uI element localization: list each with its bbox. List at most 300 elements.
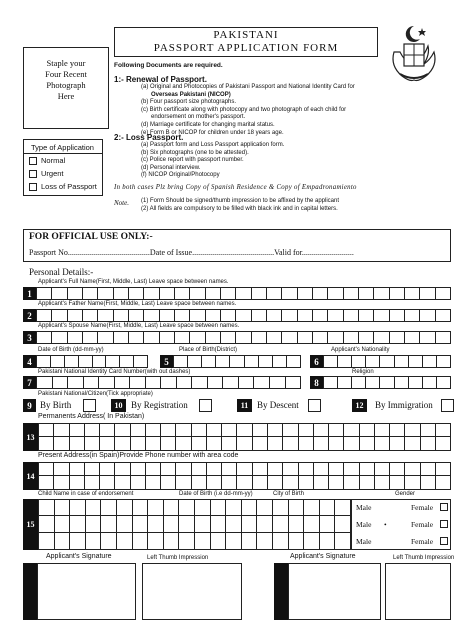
grid-cell[interactable] — [68, 332, 83, 343]
grid-cell[interactable] — [359, 288, 374, 299]
grid-cell[interactable] — [436, 437, 451, 450]
grid-cell[interactable] — [115, 437, 130, 450]
nic-cells[interactable] — [36, 376, 301, 389]
present-address-row-1[interactable] — [38, 462, 451, 476]
loss-checkbox[interactable] — [29, 183, 37, 191]
grid-cell[interactable] — [176, 476, 191, 489]
grid-cell[interactable] — [101, 533, 117, 549]
grid-cell[interactable] — [380, 377, 394, 388]
grid-cell[interactable] — [68, 288, 83, 299]
grid-cell[interactable] — [221, 332, 236, 343]
grid-cell[interactable] — [114, 288, 129, 299]
grid-cell[interactable] — [390, 437, 405, 450]
grid-cell[interactable] — [221, 288, 236, 299]
grid-cell[interactable] — [179, 500, 195, 515]
grid-cell[interactable] — [39, 463, 54, 475]
grid-cell[interactable] — [130, 377, 146, 388]
grid-cell[interactable] — [226, 533, 242, 549]
grid-cell[interactable] — [70, 516, 86, 532]
grid-cell[interactable] — [160, 332, 175, 343]
grid-cell[interactable] — [70, 424, 85, 436]
grid-cell[interactable] — [299, 476, 314, 489]
grid-cell[interactable] — [375, 424, 390, 436]
grid-cell[interactable] — [344, 463, 359, 475]
grid-cell[interactable] — [174, 356, 188, 367]
grid-cell[interactable] — [320, 533, 336, 549]
grid-cell[interactable] — [390, 476, 405, 489]
grid-cell[interactable] — [226, 500, 242, 515]
grid-cell[interactable] — [328, 288, 343, 299]
grid-cell[interactable] — [257, 500, 273, 515]
grid-cell[interactable] — [253, 476, 268, 489]
grid-cell[interactable] — [37, 332, 52, 343]
grid-cell[interactable] — [273, 356, 287, 367]
by-descent-checkbox[interactable] — [308, 399, 321, 412]
grid-cell[interactable] — [83, 310, 98, 321]
option-loss[interactable] — [29, 182, 97, 191]
grid-cell[interactable] — [146, 476, 161, 489]
grid-cell[interactable] — [405, 463, 420, 475]
grid-cell[interactable] — [39, 516, 55, 532]
grid-cell[interactable] — [283, 437, 298, 450]
grid-cell[interactable] — [100, 437, 115, 450]
grid-cell[interactable] — [436, 476, 451, 489]
grid-cell[interactable] — [179, 533, 195, 549]
grid-cell[interactable] — [70, 500, 86, 515]
grid-cell[interactable] — [85, 463, 100, 475]
grid-cell[interactable] — [390, 310, 405, 321]
grid-cell[interactable] — [131, 424, 146, 436]
grid-cell[interactable] — [51, 356, 65, 367]
grid-cell[interactable] — [366, 377, 380, 388]
grid-cell[interactable] — [320, 500, 336, 515]
grid-cell[interactable] — [206, 288, 221, 299]
grid-cell[interactable] — [86, 516, 102, 532]
grid-cell[interactable] — [237, 437, 252, 450]
grid-cell[interactable] — [52, 288, 67, 299]
grid-cell[interactable] — [329, 476, 344, 489]
grid-cell[interactable] — [211, 500, 227, 515]
grid-cell[interactable] — [39, 476, 54, 489]
grid-cell[interactable] — [54, 476, 69, 489]
grid-cell[interactable] — [259, 356, 273, 367]
grid-cell[interactable] — [115, 463, 130, 475]
grid-cell[interactable] — [161, 463, 176, 475]
grid-cell[interactable] — [298, 288, 313, 299]
child-row-2[interactable] — [38, 516, 351, 533]
grid-cell[interactable] — [161, 437, 176, 450]
grid-cell[interactable] — [236, 288, 251, 299]
grid-cell[interactable] — [390, 332, 405, 343]
grid-cell[interactable] — [344, 288, 359, 299]
grid-cell[interactable] — [237, 476, 252, 489]
grid-cell[interactable] — [164, 516, 180, 532]
grid-cell[interactable] — [176, 437, 191, 450]
grid-cell[interactable] — [405, 310, 420, 321]
grid-cell[interactable] — [421, 476, 436, 489]
grid-cell[interactable] — [175, 310, 190, 321]
grid-cell[interactable] — [37, 310, 52, 321]
grid-cell[interactable] — [192, 424, 207, 436]
grid-cell[interactable] — [335, 500, 351, 515]
grid-cell[interactable] — [242, 500, 258, 515]
grid-cell[interactable] — [85, 437, 100, 450]
grid-cell[interactable] — [374, 332, 389, 343]
grid-cell[interactable] — [206, 310, 221, 321]
grid-cell[interactable] — [100, 424, 115, 436]
grid-cell[interactable] — [405, 437, 420, 450]
grid-cell[interactable] — [282, 310, 297, 321]
grid-cell[interactable] — [420, 310, 435, 321]
grid-cell[interactable] — [420, 332, 435, 343]
grid-cell[interactable] — [131, 476, 146, 489]
grid-cell[interactable] — [208, 377, 224, 388]
grid-cell[interactable] — [421, 463, 436, 475]
grid-cell[interactable] — [237, 424, 252, 436]
grid-cell[interactable] — [283, 424, 298, 436]
grid-cell[interactable] — [146, 437, 161, 450]
grid-cell[interactable] — [106, 356, 120, 367]
grid-cell[interactable] — [39, 500, 55, 515]
grid-cell[interactable] — [115, 424, 130, 436]
grid-cell[interactable] — [299, 463, 314, 475]
grid-cell[interactable] — [192, 463, 207, 475]
grid-cell[interactable] — [114, 332, 129, 343]
full-name-cells[interactable] — [36, 287, 451, 300]
grid-cell[interactable] — [39, 424, 54, 436]
grid-cell[interactable] — [37, 356, 51, 367]
grid-cell[interactable] — [99, 377, 115, 388]
grid-cell[interactable] — [55, 500, 71, 515]
grid-cell[interactable] — [304, 500, 320, 515]
grid-cell[interactable] — [190, 288, 205, 299]
grid-cell[interactable] — [375, 476, 390, 489]
grid-cell[interactable] — [239, 377, 255, 388]
grid-cell[interactable] — [437, 377, 451, 388]
grid-cell[interactable] — [117, 516, 133, 532]
grid-cell[interactable] — [53, 377, 69, 388]
child-row-3[interactable] — [38, 533, 351, 550]
grid-cell[interactable] — [421, 424, 436, 436]
grid-cell[interactable] — [320, 516, 336, 532]
grid-cell[interactable] — [37, 288, 52, 299]
grid-cell[interactable] — [299, 424, 314, 436]
grid-cell[interactable] — [190, 332, 205, 343]
grid-cell[interactable] — [423, 356, 437, 367]
grid-cell[interactable] — [86, 500, 102, 515]
grid-cell[interactable] — [160, 310, 175, 321]
grid-cell[interactable] — [283, 476, 298, 489]
grid-cell[interactable] — [52, 332, 67, 343]
grid-cell[interactable] — [179, 516, 195, 532]
grid-cell[interactable] — [304, 533, 320, 549]
thumb-box-right[interactable] — [385, 563, 451, 620]
grid-cell[interactable] — [85, 424, 100, 436]
grid-cell[interactable] — [289, 516, 305, 532]
grid-cell[interactable] — [267, 310, 282, 321]
grid-cell[interactable] — [164, 533, 180, 549]
grid-cell[interactable] — [360, 463, 375, 475]
grid-cell[interactable] — [192, 377, 208, 388]
grid-cell[interactable] — [405, 332, 420, 343]
grid-cell[interactable] — [176, 463, 191, 475]
grid-cell[interactable] — [436, 424, 451, 436]
grid-cell[interactable] — [253, 437, 268, 450]
grid-cell[interactable] — [146, 424, 161, 436]
grid-cell[interactable] — [360, 476, 375, 489]
dob-cells[interactable] — [36, 355, 148, 368]
grid-cell[interactable] — [192, 476, 207, 489]
grid-cell[interactable] — [273, 500, 289, 515]
grid-cell[interactable] — [436, 288, 451, 299]
grid-cell[interactable] — [268, 424, 283, 436]
grid-cell[interactable] — [273, 516, 289, 532]
grid-cell[interactable] — [314, 463, 329, 475]
grid-cell[interactable] — [360, 437, 375, 450]
grid-cell[interactable] — [70, 476, 85, 489]
grid-cell[interactable] — [70, 437, 85, 450]
grid-cell[interactable] — [252, 310, 267, 321]
grid-cell[interactable] — [242, 516, 258, 532]
grid-cell[interactable] — [405, 424, 420, 436]
grid-cell[interactable] — [375, 463, 390, 475]
grid-cell[interactable] — [298, 332, 313, 343]
grid-cell[interactable] — [395, 377, 409, 388]
grid-cell[interactable] — [268, 463, 283, 475]
grid-cell[interactable] — [100, 463, 115, 475]
grid-cell[interactable] — [245, 356, 259, 367]
grid-cell[interactable] — [133, 516, 149, 532]
grid-cell[interactable] — [253, 424, 268, 436]
grid-cell[interactable] — [175, 288, 190, 299]
grid-cell[interactable] — [289, 533, 305, 549]
grid-cell[interactable] — [223, 377, 239, 388]
grid-cell[interactable] — [98, 288, 113, 299]
grid-cell[interactable] — [146, 463, 161, 475]
grid-cell[interactable] — [161, 476, 176, 489]
grid-cell[interactable] — [409, 356, 423, 367]
grid-cell[interactable] — [117, 533, 133, 549]
grid-cell[interactable] — [283, 463, 298, 475]
grid-cell[interactable] — [421, 437, 436, 450]
by-registration-checkbox[interactable] — [199, 399, 212, 412]
grid-cell[interactable] — [207, 424, 222, 436]
grid-cell[interactable] — [207, 476, 222, 489]
grid-cell[interactable] — [39, 437, 54, 450]
grid-cell[interactable] — [207, 437, 222, 450]
by-immigration-checkbox[interactable] — [441, 399, 454, 412]
grid-cell[interactable] — [286, 377, 302, 388]
grid-cell[interactable] — [115, 377, 131, 388]
grid-cell[interactable] — [206, 332, 221, 343]
grid-cell[interactable] — [226, 516, 242, 532]
grid-cell[interactable] — [54, 437, 69, 450]
grid-cell[interactable] — [304, 516, 320, 532]
grid-cell[interactable] — [221, 310, 236, 321]
grid-cell[interactable] — [98, 310, 113, 321]
grid-cell[interactable] — [70, 463, 85, 475]
grid-cell[interactable] — [55, 516, 71, 532]
option-urgent[interactable] — [29, 169, 64, 178]
grid-cell[interactable] — [211, 533, 227, 549]
grid-cell[interactable] — [133, 500, 149, 515]
grid-cell[interactable] — [176, 424, 191, 436]
grid-cell[interactable] — [133, 533, 149, 549]
grid-cell[interactable] — [83, 332, 98, 343]
grid-cell[interactable] — [177, 377, 193, 388]
grid-cell[interactable] — [101, 516, 117, 532]
grid-cell[interactable] — [390, 288, 405, 299]
grid-cell[interactable] — [273, 533, 289, 549]
grid-cell[interactable] — [131, 463, 146, 475]
grid-cell[interactable] — [253, 463, 268, 475]
grid-cell[interactable] — [436, 463, 451, 475]
grid-cell[interactable] — [211, 516, 227, 532]
grid-cell[interactable] — [68, 310, 83, 321]
grid-cell[interactable] — [195, 516, 211, 532]
grid-cell[interactable] — [436, 310, 451, 321]
grid-cell[interactable] — [86, 533, 102, 549]
grid-cell[interactable] — [390, 463, 405, 475]
nationality-cells[interactable] — [323, 355, 451, 368]
grid-cell[interactable] — [160, 288, 175, 299]
grid-cell[interactable] — [202, 356, 216, 367]
grid-cell[interactable] — [289, 500, 305, 515]
female-checkbox[interactable] — [440, 503, 448, 511]
grid-cell[interactable] — [324, 356, 338, 367]
grid-cell[interactable] — [230, 356, 244, 367]
grid-cell[interactable] — [344, 310, 359, 321]
perm-address-row-2[interactable] — [38, 437, 451, 451]
grid-cell[interactable] — [195, 533, 211, 549]
grid-cell[interactable] — [236, 310, 251, 321]
grid-cell[interactable] — [268, 437, 283, 450]
grid-cell[interactable] — [164, 500, 180, 515]
signature-box-right[interactable] — [288, 563, 381, 620]
grid-cell[interactable] — [252, 332, 267, 343]
grid-cell[interactable] — [195, 500, 211, 515]
grid-cell[interactable] — [79, 356, 93, 367]
urgent-checkbox[interactable] — [29, 170, 37, 178]
grid-cell[interactable] — [207, 463, 222, 475]
grid-cell[interactable] — [313, 288, 328, 299]
grid-cell[interactable] — [188, 356, 202, 367]
grid-cell[interactable] — [222, 476, 237, 489]
female-checkbox[interactable] — [440, 520, 448, 528]
grid-cell[interactable] — [287, 356, 301, 367]
grid-cell[interactable] — [129, 310, 144, 321]
grid-cell[interactable] — [344, 424, 359, 436]
grid-cell[interactable] — [114, 310, 129, 321]
grid-cell[interactable] — [344, 437, 359, 450]
grid-cell[interactable] — [366, 356, 380, 367]
grid-cell[interactable] — [134, 356, 148, 367]
grid-cell[interactable] — [129, 332, 144, 343]
grid-cell[interactable] — [37, 377, 53, 388]
grid-cell[interactable] — [129, 288, 144, 299]
grid-cell[interactable] — [313, 310, 328, 321]
grid-cell[interactable] — [65, 356, 79, 367]
spouse-name-cells[interactable] — [36, 331, 451, 344]
grid-cell[interactable] — [328, 332, 343, 343]
grid-cell[interactable] — [83, 288, 98, 299]
grid-cell[interactable] — [436, 332, 451, 343]
child-row-1[interactable] — [38, 499, 351, 516]
grid-cell[interactable] — [409, 377, 423, 388]
grid-cell[interactable] — [161, 377, 177, 388]
grid-cell[interactable] — [222, 437, 237, 450]
grid-cell[interactable] — [237, 463, 252, 475]
grid-cell[interactable] — [335, 533, 351, 549]
grid-cell[interactable] — [146, 377, 162, 388]
grid-cell[interactable] — [314, 476, 329, 489]
grid-cell[interactable] — [352, 356, 366, 367]
grid-cell[interactable] — [85, 476, 100, 489]
grid-cell[interactable] — [268, 476, 283, 489]
grid-cell[interactable] — [192, 437, 207, 450]
thumb-box-left[interactable] — [142, 563, 242, 620]
grid-cell[interactable] — [338, 377, 352, 388]
grid-cell[interactable] — [329, 463, 344, 475]
grid-cell[interactable] — [324, 377, 338, 388]
grid-cell[interactable] — [101, 500, 117, 515]
grid-cell[interactable] — [270, 377, 286, 388]
option-normal[interactable] — [29, 156, 65, 165]
grid-cell[interactable] — [375, 437, 390, 450]
present-address-row-2[interactable] — [38, 476, 451, 490]
grid-cell[interactable] — [120, 356, 134, 367]
pob-cells[interactable] — [173, 355, 301, 368]
grid-cell[interactable] — [423, 377, 437, 388]
grid-cell[interactable] — [52, 310, 67, 321]
grid-cell[interactable] — [374, 288, 389, 299]
grid-cell[interactable] — [298, 310, 313, 321]
grid-cell[interactable] — [161, 424, 176, 436]
grid-cell[interactable] — [222, 463, 237, 475]
grid-cell[interactable] — [93, 356, 107, 367]
grid-cell[interactable] — [267, 332, 282, 343]
grid-cell[interactable] — [131, 437, 146, 450]
grid-cell[interactable] — [282, 288, 297, 299]
grid-cell[interactable] — [329, 424, 344, 436]
grid-cell[interactable] — [222, 424, 237, 436]
grid-cell[interactable] — [352, 377, 366, 388]
grid-cell[interactable] — [257, 533, 273, 549]
grid-cell[interactable] — [359, 310, 374, 321]
grid-cell[interactable] — [54, 463, 69, 475]
grid-cell[interactable] — [175, 332, 190, 343]
perm-address-row-1[interactable] — [38, 423, 451, 437]
grid-cell[interactable] — [55, 533, 71, 549]
grid-cell[interactable] — [328, 310, 343, 321]
grid-cell[interactable] — [117, 500, 133, 515]
grid-cell[interactable] — [329, 437, 344, 450]
religion-cells[interactable] — [323, 376, 451, 389]
grid-cell[interactable] — [338, 356, 352, 367]
grid-cell[interactable] — [84, 377, 100, 388]
grid-cell[interactable] — [314, 437, 329, 450]
female-checkbox[interactable] — [440, 537, 448, 545]
grid-cell[interactable] — [437, 356, 451, 367]
normal-checkbox[interactable] — [29, 157, 37, 165]
grid-cell[interactable] — [148, 516, 164, 532]
grid-cell[interactable] — [252, 288, 267, 299]
grid-cell[interactable] — [148, 533, 164, 549]
grid-cell[interactable] — [380, 356, 394, 367]
grid-cell[interactable] — [420, 288, 435, 299]
grid-cell[interactable] — [390, 424, 405, 436]
grid-cell[interactable] — [313, 332, 328, 343]
